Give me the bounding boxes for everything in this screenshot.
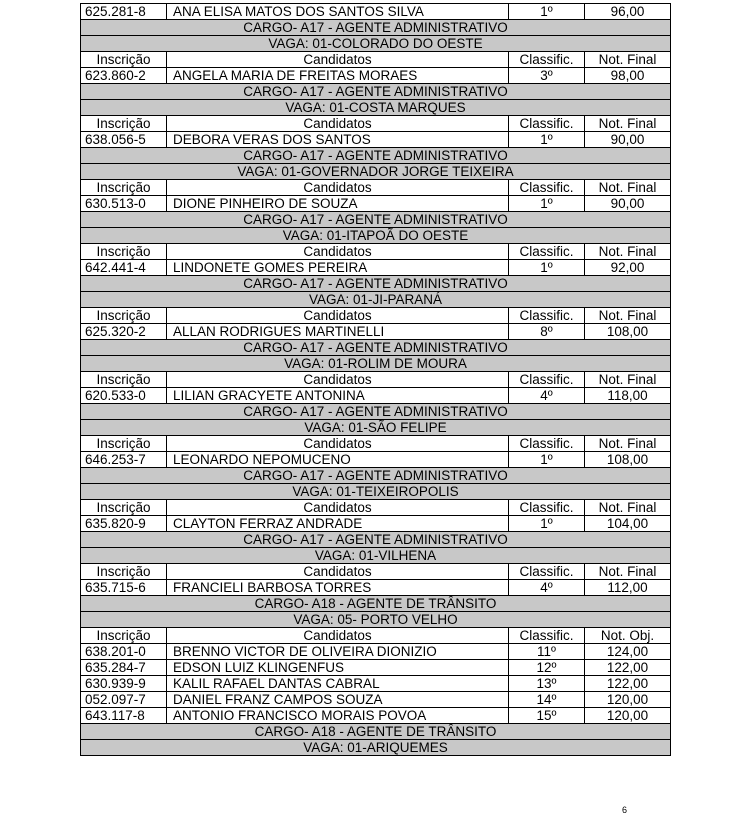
cargo-row <box>81 404 671 420</box>
score-cell: 90,00 <box>585 132 671 148</box>
inscricao-cell: 635.820-9 <box>81 516 167 532</box>
column-header-row <box>81 180 671 196</box>
cargo-title: CARGO- A17 - AGENTE ADMINISTRATIVO <box>81 20 671 36</box>
candidate-cell: FRANCIELI BARBOSA TORRES <box>167 580 509 596</box>
vaga-row <box>81 548 671 564</box>
table-row <box>81 260 671 276</box>
header-nota: Not. Final <box>585 372 671 388</box>
cargo-title: CARGO- A17 - AGENTE ADMINISTRATIVO <box>81 84 671 100</box>
header-nota: Not. Final <box>585 564 671 580</box>
inscricao-cell: 646.253-7 <box>81 452 167 468</box>
header-classificacao: Classific. <box>509 372 585 388</box>
table-row <box>81 692 671 708</box>
score-cell: 120,00 <box>585 692 671 708</box>
inscricao-cell: 052.097-7 <box>81 692 167 708</box>
inscricao-cell: 638.056-5 <box>81 132 167 148</box>
cargo-title: CARGO- A18 - AGENTE DE TRÂNSITO <box>81 724 671 740</box>
results-table <box>80 3 671 756</box>
classification-cell: 4º <box>509 388 585 404</box>
inscricao-cell: 643.117-8 <box>81 708 167 724</box>
vaga-title: VAGA: 01-COLORADO DO OESTE <box>81 36 671 52</box>
header-candidatos: Candidatos <box>167 372 509 388</box>
cargo-title: CARGO- A17 - AGENTE ADMINISTRATIVO <box>81 212 671 228</box>
header-classificacao: Classific. <box>509 52 585 68</box>
score-cell: 108,00 <box>585 452 671 468</box>
header-inscricao: Inscrição <box>81 308 167 324</box>
inscricao-cell: 642.441-4 <box>81 260 167 276</box>
candidate-cell: ANGELA MARIA DE FREITAS MORAES <box>167 68 509 84</box>
inscricao-cell: 625.320-2 <box>81 324 167 340</box>
score-cell: 112,00 <box>585 580 671 596</box>
header-inscricao: Inscrição <box>81 372 167 388</box>
candidate-cell: EDSON LUIZ KLINGENFUS <box>167 660 509 676</box>
cargo-row <box>81 84 671 100</box>
table-row <box>81 660 671 676</box>
vaga-title: VAGA: 01-ARIQUEMES <box>81 740 671 756</box>
cargo-title: CARGO- A18 - AGENTE DE TRÂNSITO <box>81 596 671 612</box>
classification-cell: 1º <box>509 196 585 212</box>
header-classificacao: Classific. <box>509 308 585 324</box>
column-header-row <box>81 436 671 452</box>
header-inscricao: Inscrição <box>81 116 167 132</box>
header-candidatos: Candidatos <box>167 436 509 452</box>
score-cell: 118,00 <box>585 388 671 404</box>
table-row <box>81 452 671 468</box>
score-cell: 122,00 <box>585 660 671 676</box>
table-row <box>81 708 671 724</box>
candidate-cell: LINDONETE GOMES PEREIRA <box>167 260 509 276</box>
classification-cell: 1º <box>509 4 585 20</box>
column-header-row <box>81 244 671 260</box>
score-cell: 124,00 <box>585 644 671 660</box>
header-classificacao: Classific. <box>509 180 585 196</box>
vaga-title: VAGA: 01-COSTA MARQUES <box>81 100 671 116</box>
header-inscricao: Inscrição <box>81 244 167 260</box>
header-candidatos: Candidatos <box>167 52 509 68</box>
column-header-row <box>81 628 671 644</box>
header-candidatos: Candidatos <box>167 180 509 196</box>
column-header-row <box>81 116 671 132</box>
cargo-row <box>81 532 671 548</box>
classification-cell: 1º <box>509 260 585 276</box>
classification-cell: 1º <box>509 132 585 148</box>
score-cell: 108,00 <box>585 324 671 340</box>
candidate-cell: DEBORA VERAS DOS SANTOS <box>167 132 509 148</box>
column-header-row <box>81 564 671 580</box>
table-row <box>81 4 671 20</box>
classification-cell: 11º <box>509 644 585 660</box>
classification-cell: 1º <box>509 516 585 532</box>
cargo-title: CARGO- A17 - AGENTE ADMINISTRATIVO <box>81 404 671 420</box>
candidate-cell: DIONE PINHEIRO DE SOUZA <box>167 196 509 212</box>
cargo-title: CARGO- A17 - AGENTE ADMINISTRATIVO <box>81 276 671 292</box>
vaga-row <box>81 100 671 116</box>
header-inscricao: Inscrição <box>81 436 167 452</box>
header-classificacao: Classific. <box>509 500 585 516</box>
table-row <box>81 516 671 532</box>
score-cell: 120,00 <box>585 708 671 724</box>
header-candidatos: Candidatos <box>167 308 509 324</box>
cargo-row <box>81 276 671 292</box>
candidate-cell: LEONARDO NEPOMUCENO <box>167 452 509 468</box>
vaga-row <box>81 164 671 180</box>
inscricao-cell: 635.284-7 <box>81 660 167 676</box>
header-inscricao: Inscrição <box>81 500 167 516</box>
cargo-title: CARGO- A17 - AGENTE ADMINISTRATIVO <box>81 340 671 356</box>
classification-cell: 1º <box>509 452 585 468</box>
vaga-row <box>81 356 671 372</box>
header-inscricao: Inscrição <box>81 180 167 196</box>
cargo-title: CARGO- A17 - AGENTE ADMINISTRATIVO <box>81 532 671 548</box>
cargo-row <box>81 20 671 36</box>
vaga-row <box>81 740 671 756</box>
header-nota: Not. Final <box>585 500 671 516</box>
header-classificacao: Classific. <box>509 628 585 644</box>
column-header-row <box>81 500 671 516</box>
cargo-row <box>81 596 671 612</box>
header-nota: Not. Obj. <box>585 628 671 644</box>
cargo-title: CARGO- A17 - AGENTE ADMINISTRATIVO <box>81 468 671 484</box>
header-classificacao: Classific. <box>509 116 585 132</box>
page-number: 6 <box>622 805 628 815</box>
classification-cell: 14º <box>509 692 585 708</box>
header-classificacao: Classific. <box>509 436 585 452</box>
header-nota: Not. Final <box>585 436 671 452</box>
header-inscricao: Inscrição <box>81 564 167 580</box>
vaga-row <box>81 484 671 500</box>
header-inscricao: Inscrição <box>81 52 167 68</box>
inscricao-cell: 630.513-0 <box>81 196 167 212</box>
vaga-title: VAGA: 01-ROLIM DE MOURA <box>81 356 671 372</box>
score-cell: 96,00 <box>585 4 671 20</box>
vaga-row <box>81 36 671 52</box>
vaga-title: VAGA: 05- PORTO VELHO <box>81 612 671 628</box>
header-candidatos: Candidatos <box>167 500 509 516</box>
header-candidatos: Candidatos <box>167 564 509 580</box>
score-cell: 90,00 <box>585 196 671 212</box>
vaga-row <box>81 292 671 308</box>
score-cell: 122,00 <box>585 676 671 692</box>
header-nota: Not. Final <box>585 244 671 260</box>
inscricao-cell: 625.281-8 <box>81 4 167 20</box>
classification-cell: 8º <box>509 324 585 340</box>
candidate-cell: CLAYTON FERRAZ ANDRADE <box>167 516 509 532</box>
vaga-row <box>81 612 671 628</box>
header-nota: Not. Final <box>585 180 671 196</box>
vaga-row <box>81 420 671 436</box>
table-row <box>81 324 671 340</box>
column-header-row <box>81 308 671 324</box>
header-nota: Not. Final <box>585 116 671 132</box>
cargo-row <box>81 148 671 164</box>
header-nota: Not. Final <box>585 308 671 324</box>
vaga-title: VAGA: 01-GOVERNADOR JORGE TEIXEIRA <box>81 164 671 180</box>
header-nota: Not. Final <box>585 52 671 68</box>
cargo-title: CARGO- A17 - AGENTE ADMINISTRATIVO <box>81 148 671 164</box>
header-classificacao: Classific. <box>509 564 585 580</box>
vaga-title: VAGA: 01-ITAPOÃ DO OESTE <box>81 228 671 244</box>
candidate-cell: BRENNO VICTOR DE OLIVEIRA DIONIZIO <box>167 644 509 660</box>
results-sheet <box>80 3 670 756</box>
cargo-row <box>81 212 671 228</box>
table-row <box>81 644 671 660</box>
inscricao-cell: 623.860-2 <box>81 68 167 84</box>
vaga-title: VAGA: 01-TEIXEIROPOLIS <box>81 484 671 500</box>
vaga-row <box>81 228 671 244</box>
cargo-row <box>81 724 671 740</box>
cargo-row <box>81 340 671 356</box>
candidate-cell: LILIAN GRACYETE ANTONINA <box>167 388 509 404</box>
classification-cell: 15º <box>509 708 585 724</box>
inscricao-cell: 620.533-0 <box>81 388 167 404</box>
header-candidatos: Candidatos <box>167 628 509 644</box>
score-cell: 104,00 <box>585 516 671 532</box>
candidate-cell: ANA ELISA MATOS DOS SANTOS SILVA <box>167 4 509 20</box>
inscricao-cell: 630.939-9 <box>81 676 167 692</box>
vaga-title: VAGA: 01-JI-PARANÁ <box>81 292 671 308</box>
header-candidatos: Candidatos <box>167 244 509 260</box>
candidate-cell: ANTONIO FRANCISCO MORAIS POVOA <box>167 708 509 724</box>
candidate-cell: DANIEL FRANZ CAMPOS SOUZA <box>167 692 509 708</box>
candidate-cell: ALLAN RODRIGUES MARTINELLI <box>167 324 509 340</box>
inscricao-cell: 638.201-0 <box>81 644 167 660</box>
header-candidatos: Candidatos <box>167 116 509 132</box>
table-row <box>81 68 671 84</box>
column-header-row <box>81 372 671 388</box>
column-header-row <box>81 52 671 68</box>
classification-cell: 13º <box>509 676 585 692</box>
classification-cell: 12º <box>509 660 585 676</box>
inscricao-cell: 635.715-6 <box>81 580 167 596</box>
header-classificacao: Classific. <box>509 244 585 260</box>
score-cell: 92,00 <box>585 260 671 276</box>
classification-cell: 4º <box>509 580 585 596</box>
table-row <box>81 676 671 692</box>
cargo-row <box>81 468 671 484</box>
candidate-cell: KALIL RAFAEL DANTAS CABRAL <box>167 676 509 692</box>
vaga-title: VAGA: 01-VILHENA <box>81 548 671 564</box>
table-row <box>81 580 671 596</box>
table-row <box>81 388 671 404</box>
classification-cell: 3º <box>509 68 585 84</box>
header-inscricao: Inscrição <box>81 628 167 644</box>
vaga-title: VAGA: 01-SÃO FELIPE <box>81 420 671 436</box>
table-row <box>81 196 671 212</box>
table-row <box>81 132 671 148</box>
score-cell: 98,00 <box>585 68 671 84</box>
